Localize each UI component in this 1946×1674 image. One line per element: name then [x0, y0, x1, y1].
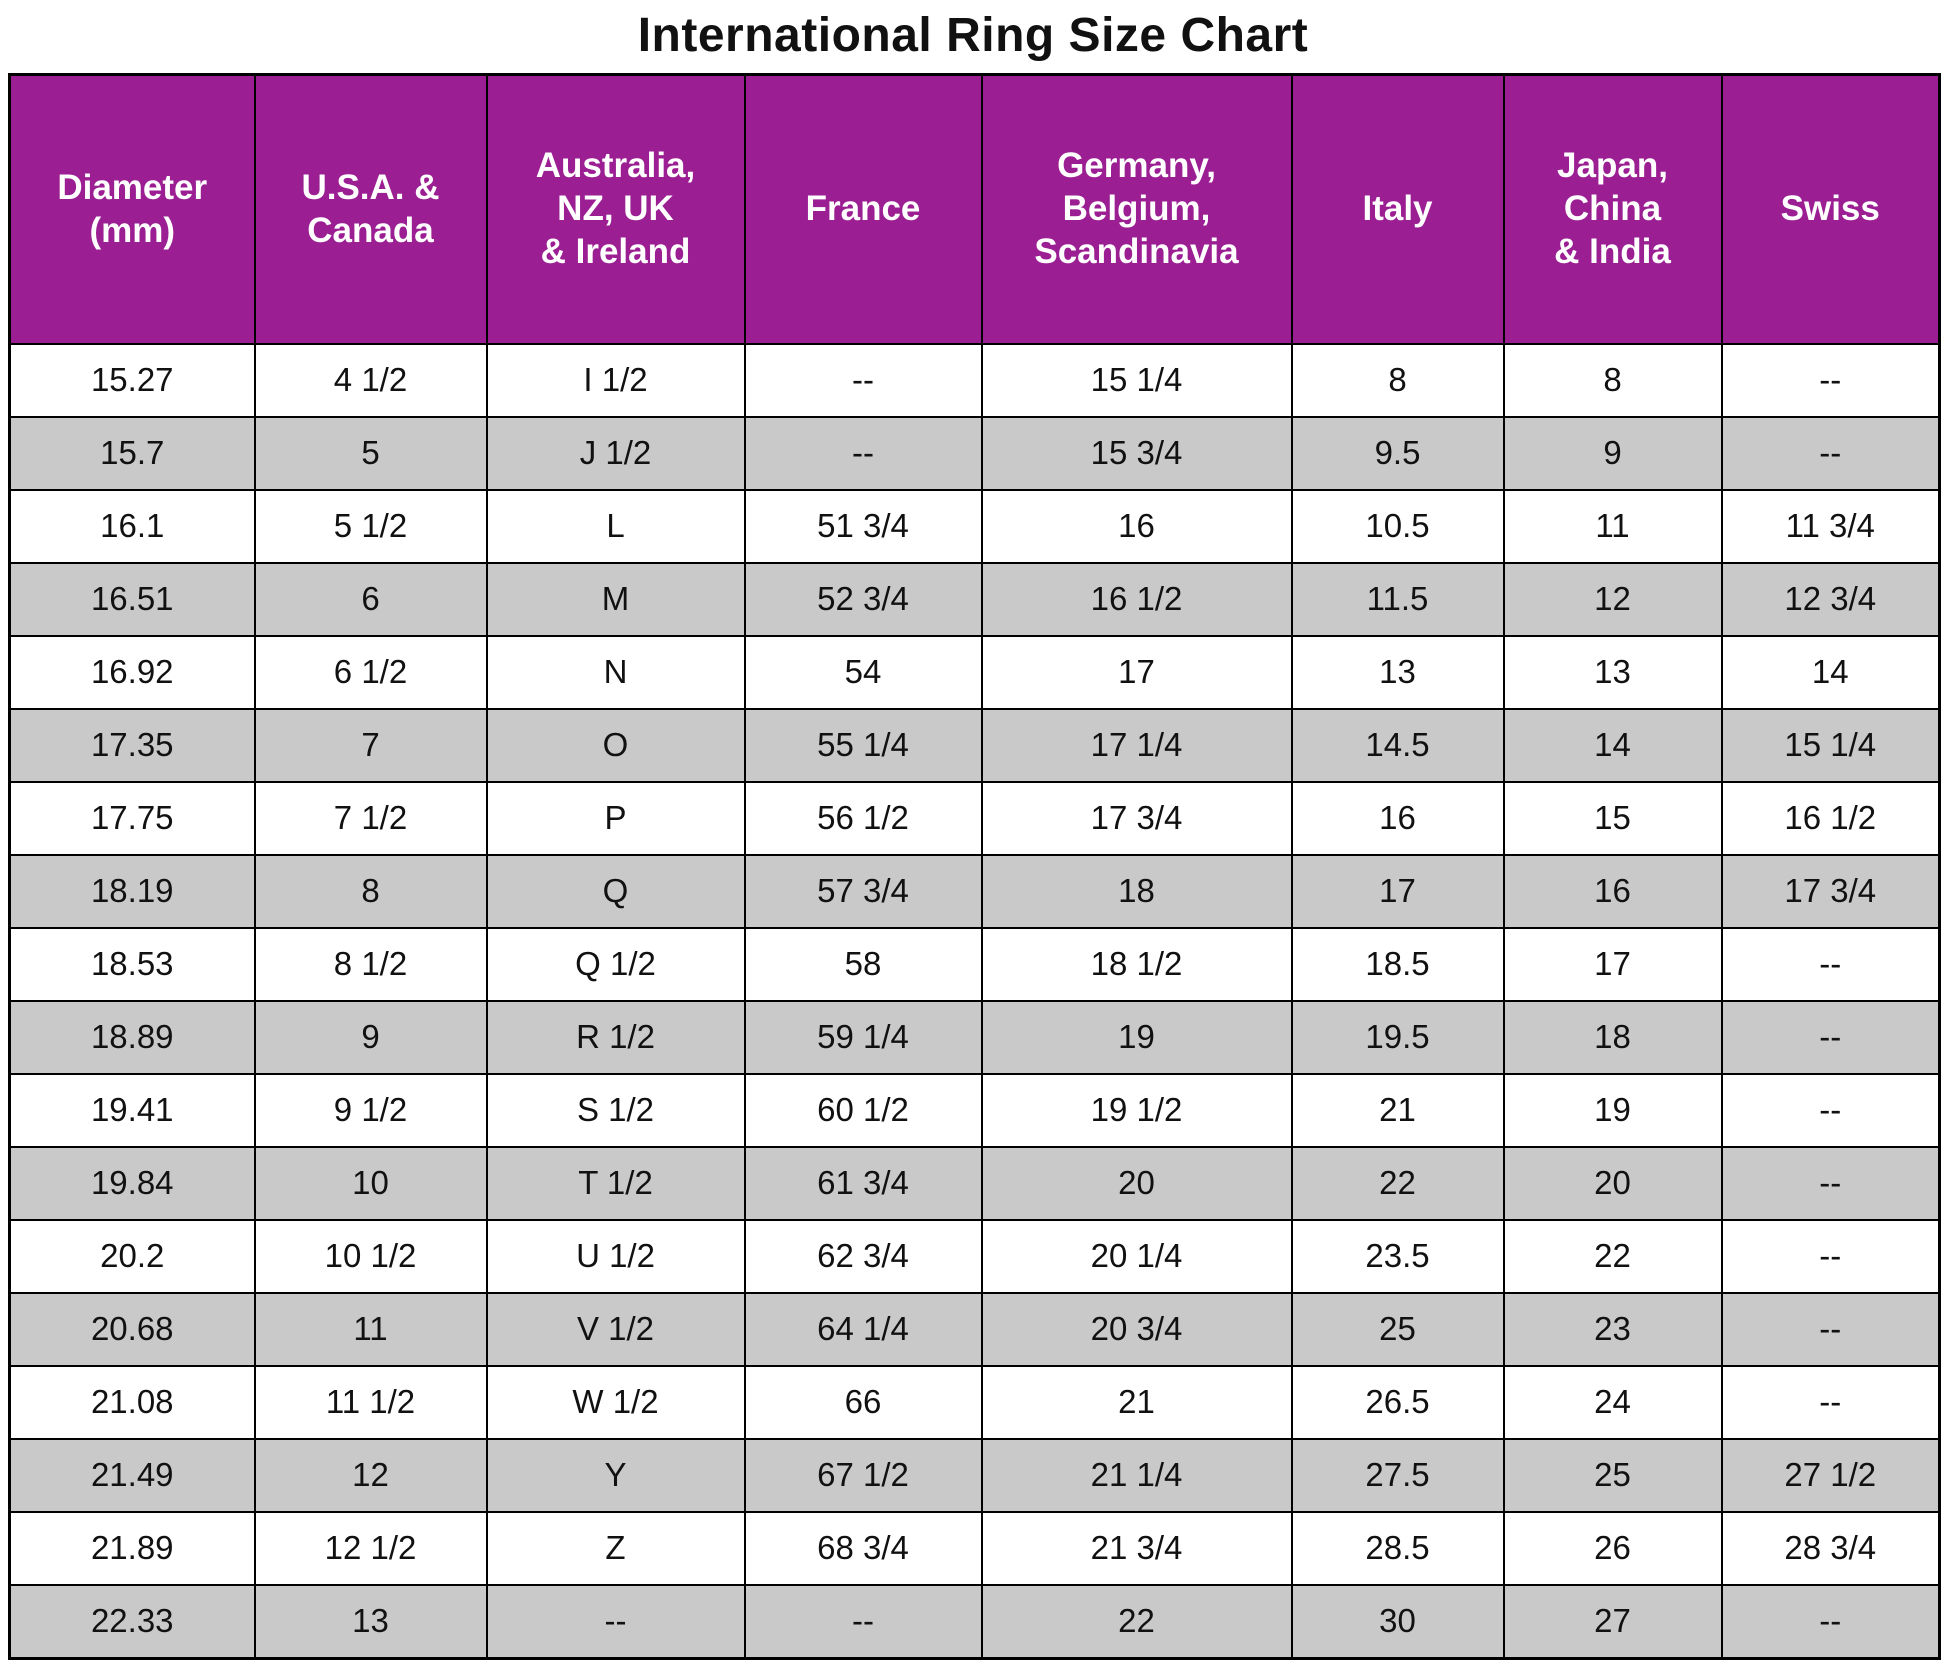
- column-header-line: Scandinavia: [1034, 231, 1239, 271]
- column-header-4: [982, 75, 1292, 345]
- column-header-0: [10, 75, 255, 345]
- cell-r12-c3: 62 3/4: [745, 1220, 982, 1293]
- cell-r12-c6: 22: [1504, 1220, 1722, 1293]
- cell-r7-c1: 8: [255, 855, 487, 928]
- cell-r15-c7: 27 1/2: [1722, 1439, 1940, 1512]
- cell-r8-c1: 8 1/2: [255, 928, 487, 1001]
- cell-r1-c3: --: [745, 417, 982, 490]
- cell-r8-c5: 18.5: [1292, 928, 1504, 1001]
- cell-r2-c0: 16.1: [10, 490, 255, 563]
- cell-r6-c5: 16: [1292, 782, 1504, 855]
- cell-r14-c5: 26.5: [1292, 1366, 1504, 1439]
- cell-r15-c3: 67 1/2: [745, 1439, 982, 1512]
- cell-r9-c3: 59 1/4: [745, 1001, 982, 1074]
- cell-r3-c1: 6: [255, 563, 487, 636]
- table-row: [10, 1439, 1940, 1512]
- cell-r1-c4: 15 3/4: [982, 417, 1292, 490]
- cell-r4-c4: 17: [982, 636, 1292, 709]
- column-header-2: [487, 75, 745, 345]
- cell-r5-c2: O: [487, 709, 745, 782]
- cell-r0-c6: 8: [1504, 344, 1722, 417]
- table-row: [10, 1074, 1940, 1147]
- table-row: [10, 1220, 1940, 1293]
- cell-r3-c7: 12 3/4: [1722, 563, 1940, 636]
- cell-r10-c7: --: [1722, 1074, 1940, 1147]
- cell-r1-c7: --: [1722, 417, 1940, 490]
- cell-r10-c3: 60 1/2: [745, 1074, 982, 1147]
- cell-r12-c7: --: [1722, 1220, 1940, 1293]
- cell-r8-c6: 17: [1504, 928, 1722, 1001]
- cell-r0-c1: 4 1/2: [255, 344, 487, 417]
- cell-r5-c3: 55 1/4: [745, 709, 982, 782]
- cell-r13-c4: 20 3/4: [982, 1293, 1292, 1366]
- cell-r12-c1: 10 1/2: [255, 1220, 487, 1293]
- cell-r0-c7: --: [1722, 344, 1940, 417]
- cell-r17-c2: --: [487, 1585, 745, 1659]
- column-header-line: Italy: [1362, 189, 1433, 229]
- cell-r13-c6: 23: [1504, 1293, 1722, 1366]
- cell-r11-c2: T 1/2: [487, 1147, 745, 1220]
- table-row: [10, 563, 1940, 636]
- header-row: [10, 75, 1940, 345]
- table-row: [10, 636, 1940, 709]
- table-row: [10, 928, 1940, 1001]
- cell-r6-c4: 17 3/4: [982, 782, 1292, 855]
- cell-r1-c1: 5: [255, 417, 487, 490]
- cell-r9-c1: 9: [255, 1001, 487, 1074]
- cell-r3-c2: M: [487, 563, 745, 636]
- cell-r15-c5: 27.5: [1292, 1439, 1504, 1512]
- column-header-6: [1504, 75, 1722, 345]
- cell-r16-c3: 68 3/4: [745, 1512, 982, 1585]
- table-row: [10, 1512, 1940, 1585]
- cell-r11-c1: 10: [255, 1147, 487, 1220]
- table-row: [10, 709, 1940, 782]
- cell-r6-c6: 15: [1504, 782, 1722, 855]
- cell-r13-c5: 25: [1292, 1293, 1504, 1366]
- cell-r14-c3: 66: [745, 1366, 982, 1439]
- cell-r5-c4: 17 1/4: [982, 709, 1292, 782]
- cell-r2-c2: L: [487, 490, 745, 563]
- cell-r6-c2: P: [487, 782, 745, 855]
- cell-r11-c4: 20: [982, 1147, 1292, 1220]
- cell-r3-c6: 12: [1504, 563, 1722, 636]
- cell-r9-c2: R 1/2: [487, 1001, 745, 1074]
- cell-r17-c4: 22: [982, 1585, 1292, 1659]
- column-header-line: NZ, UK: [557, 189, 674, 229]
- cell-r15-c1: 12: [255, 1439, 487, 1512]
- cell-r16-c0: 21.89: [10, 1512, 255, 1585]
- cell-r1-c2: J 1/2: [487, 417, 745, 490]
- cell-r13-c3: 64 1/4: [745, 1293, 982, 1366]
- cell-r15-c0: 21.49: [10, 1439, 255, 1512]
- cell-r2-c3: 51 3/4: [745, 490, 982, 563]
- cell-r17-c5: 30: [1292, 1585, 1504, 1659]
- cell-r0-c3: --: [745, 344, 982, 417]
- cell-r1-c5: 9.5: [1292, 417, 1504, 490]
- cell-r8-c7: --: [1722, 928, 1940, 1001]
- column-header-3: [745, 75, 982, 345]
- cell-r10-c2: S 1/2: [487, 1074, 745, 1147]
- cell-r17-c6: 27: [1504, 1585, 1722, 1659]
- cell-r6-c0: 17.75: [10, 782, 255, 855]
- cell-r11-c0: 19.84: [10, 1147, 255, 1220]
- cell-r9-c5: 19.5: [1292, 1001, 1504, 1074]
- cell-r8-c3: 58: [745, 928, 982, 1001]
- cell-r13-c0: 20.68: [10, 1293, 255, 1366]
- cell-r6-c1: 7 1/2: [255, 782, 487, 855]
- table-row: [10, 1147, 1940, 1220]
- cell-r16-c7: 28 3/4: [1722, 1512, 1940, 1585]
- cell-r2-c5: 10.5: [1292, 490, 1504, 563]
- table-row: [10, 1001, 1940, 1074]
- cell-r10-c5: 21: [1292, 1074, 1504, 1147]
- cell-r14-c6: 24: [1504, 1366, 1722, 1439]
- cell-r9-c0: 18.89: [10, 1001, 255, 1074]
- column-header-5: [1292, 75, 1504, 345]
- cell-r3-c3: 52 3/4: [745, 563, 982, 636]
- cell-r16-c1: 12 1/2: [255, 1512, 487, 1585]
- cell-r8-c4: 18 1/2: [982, 928, 1292, 1001]
- cell-r9-c6: 18: [1504, 1001, 1722, 1074]
- cell-r14-c4: 21: [982, 1366, 1292, 1439]
- table-container: [0, 73, 1946, 1660]
- table-row: [10, 1585, 1940, 1659]
- cell-r6-c7: 16 1/2: [1722, 782, 1940, 855]
- cell-r5-c5: 14.5: [1292, 709, 1504, 782]
- cell-r4-c7: 14: [1722, 636, 1940, 709]
- cell-r14-c2: W 1/2: [487, 1366, 745, 1439]
- cell-r3-c0: 16.51: [10, 563, 255, 636]
- column-header-line: & India: [1554, 231, 1671, 271]
- cell-r4-c3: 54: [745, 636, 982, 709]
- cell-r7-c7: 17 3/4: [1722, 855, 1940, 928]
- cell-r16-c5: 28.5: [1292, 1512, 1504, 1585]
- table-row: [10, 1293, 1940, 1366]
- cell-r3-c5: 11.5: [1292, 563, 1504, 636]
- column-header-line: Japan,: [1557, 146, 1668, 186]
- cell-r9-c4: 19: [982, 1001, 1292, 1074]
- column-header-1: [255, 75, 487, 345]
- cell-r16-c2: Z: [487, 1512, 745, 1585]
- cell-r14-c1: 11 1/2: [255, 1366, 487, 1439]
- column-header-line: Germany,: [1057, 146, 1216, 186]
- cell-r2-c6: 11: [1504, 490, 1722, 563]
- cell-r1-c6: 9: [1504, 417, 1722, 490]
- cell-r15-c4: 21 1/4: [982, 1439, 1292, 1512]
- cell-r13-c1: 11: [255, 1293, 487, 1366]
- column-header-line: France: [805, 189, 921, 229]
- cell-r16-c6: 26: [1504, 1512, 1722, 1585]
- cell-r4-c5: 13: [1292, 636, 1504, 709]
- cell-r0-c5: 8: [1292, 344, 1504, 417]
- cell-r3-c4: 16 1/2: [982, 563, 1292, 636]
- cell-r2-c7: 11 3/4: [1722, 490, 1940, 563]
- cell-r16-c4: 21 3/4: [982, 1512, 1292, 1585]
- cell-r17-c0: 22.33: [10, 1585, 255, 1659]
- column-header-line: U.S.A. &: [301, 167, 440, 207]
- cell-r5-c1: 7: [255, 709, 487, 782]
- cell-r10-c0: 19.41: [10, 1074, 255, 1147]
- table-row: [10, 1366, 1940, 1439]
- cell-r11-c3: 61 3/4: [745, 1147, 982, 1220]
- table-header: [10, 75, 1940, 345]
- cell-r11-c7: --: [1722, 1147, 1940, 1220]
- cell-r17-c7: --: [1722, 1585, 1940, 1659]
- cell-r5-c6: 14: [1504, 709, 1722, 782]
- cell-r2-c4: 16: [982, 490, 1292, 563]
- table-row: [10, 855, 1940, 928]
- table-row: [10, 782, 1940, 855]
- cell-r14-c7: --: [1722, 1366, 1940, 1439]
- column-header-line: & Ireland: [540, 231, 691, 271]
- cell-r17-c1: 13: [255, 1585, 487, 1659]
- cell-r13-c7: --: [1722, 1293, 1940, 1366]
- cell-r8-c2: Q 1/2: [487, 928, 745, 1001]
- cell-r12-c0: 20.2: [10, 1220, 255, 1293]
- cell-r4-c2: N: [487, 636, 745, 709]
- column-header-7: [1722, 75, 1940, 345]
- ring-size-table: [8, 73, 1941, 1660]
- cell-r12-c4: 20 1/4: [982, 1220, 1292, 1293]
- table-row: [10, 417, 1940, 490]
- cell-r0-c4: 15 1/4: [982, 344, 1292, 417]
- cell-r4-c0: 16.92: [10, 636, 255, 709]
- cell-r15-c2: Y: [487, 1439, 745, 1512]
- cell-r2-c1: 5 1/2: [255, 490, 487, 563]
- cell-r9-c7: --: [1722, 1001, 1940, 1074]
- cell-r4-c1: 6 1/2: [255, 636, 487, 709]
- cell-r5-c0: 17.35: [10, 709, 255, 782]
- column-header-line: (mm): [89, 210, 176, 250]
- cell-r7-c0: 18.19: [10, 855, 255, 928]
- cell-r8-c0: 18.53: [10, 928, 255, 1001]
- page-title: International Ring Size Chart: [637, 9, 1309, 62]
- cell-r12-c5: 23.5: [1292, 1220, 1504, 1293]
- column-header-line: China: [1563, 189, 1662, 229]
- cell-r13-c2: V 1/2: [487, 1293, 745, 1366]
- cell-r10-c6: 19: [1504, 1074, 1722, 1147]
- table-body: [10, 344, 1940, 1659]
- cell-r7-c5: 17: [1292, 855, 1504, 928]
- table-row: [10, 490, 1940, 563]
- column-header-line: Belgium,: [1062, 189, 1211, 229]
- cell-r14-c0: 21.08: [10, 1366, 255, 1439]
- cell-r11-c5: 22: [1292, 1147, 1504, 1220]
- table-row: [10, 344, 1940, 417]
- column-header-line: Swiss: [1780, 189, 1880, 229]
- cell-r10-c4: 19 1/2: [982, 1074, 1292, 1147]
- cell-r4-c6: 13: [1504, 636, 1722, 709]
- cell-r7-c2: Q: [487, 855, 745, 928]
- cell-r11-c6: 20: [1504, 1147, 1722, 1220]
- cell-r12-c2: U 1/2: [487, 1220, 745, 1293]
- cell-r7-c3: 57 3/4: [745, 855, 982, 928]
- column-header-line: Canada: [307, 210, 434, 250]
- cell-r15-c6: 25: [1504, 1439, 1722, 1512]
- cell-r0-c2: I 1/2: [487, 344, 745, 417]
- cell-r17-c3: --: [745, 1585, 982, 1659]
- cell-r10-c1: 9 1/2: [255, 1074, 487, 1147]
- cell-r0-c0: 15.27: [10, 344, 255, 417]
- cell-r7-c4: 18: [982, 855, 1292, 928]
- column-header-line: Diameter: [57, 167, 208, 207]
- cell-r7-c6: 16: [1504, 855, 1722, 928]
- column-header-line: Australia,: [535, 146, 696, 186]
- cell-r1-c0: 15.7: [10, 417, 255, 490]
- cell-r6-c3: 56 1/2: [745, 782, 982, 855]
- cell-r5-c7: 15 1/4: [1722, 709, 1940, 782]
